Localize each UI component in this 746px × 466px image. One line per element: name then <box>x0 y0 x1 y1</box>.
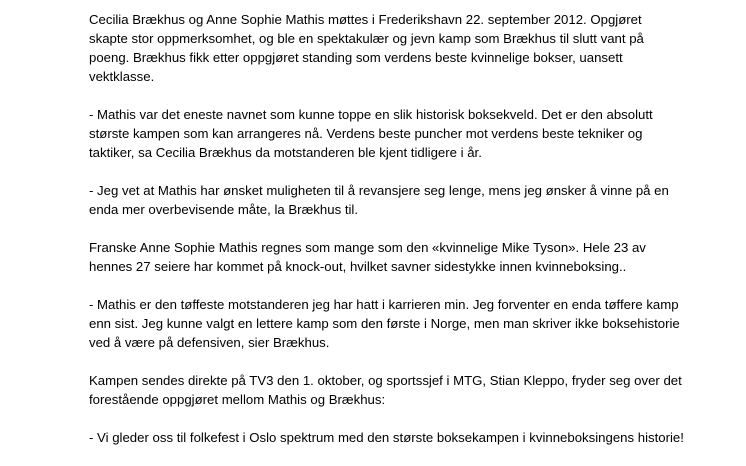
paragraph-quote-mathis-name <box>89 105 679 162</box>
text-line: forestående oppgjøret mellom Mathis og Brækhus: <box>89 392 386 407</box>
document-page <box>89 10 684 466</box>
text-line: Cecilia Brækhus og Anne Sophie Mathis møttes i Frederikshavn 22. september 2012. Opgjøret <box>89 12 642 27</box>
text-line: skapte stor oppmerksomhet, og ble en spektakulær og jevn kamp som Brækhus til slutt vant på <box>89 31 644 46</box>
paragraph-quote-toughest <box>89 295 679 352</box>
text-line: Franske Anne Sophie Mathis regnes som mange som den «kvinnelige Mike Tyson». Hele 23 av <box>89 240 646 255</box>
text-line: vektklasse. <box>89 69 155 84</box>
text-line: enn sist. Jeg kunne valgt en lettere kamp som den første i Norge, men man skriver ikke boksehistorie <box>89 316 680 331</box>
text-line: poeng. Brækhus fikk etter oppgjøret standing som verdens beste kvinnelige bokser, uansett <box>89 50 623 65</box>
text-line: - Jeg vet at Mathis har ønsket muligheten til å revansjere seg lenge, mens jeg ønsker å vinne på en <box>89 183 669 198</box>
text-line: ved å være på defensiven, sier Brækhus. <box>89 335 330 350</box>
text-line: - Mathis var det eneste navnet som kunne toppe en slik historisk boksekveld. Det er den absolutt <box>89 107 653 122</box>
paragraph-broadcast <box>89 371 682 409</box>
paragraph-quote-revansje <box>89 181 679 219</box>
text-line: største kampen som kan arrangeres nå. Verdens beste puncher mot verdens beste tekniker og <box>89 126 643 141</box>
text-line: enda mer overbevisende måte, la Brækhus til. <box>89 202 359 217</box>
text-line: - Mathis er den tøffeste motstanderen jeg har hatt i karrieren min. Jeg forventer en enda tøffere kamp <box>89 297 679 312</box>
text-line: taktiker, sa Cecilia Brækhus da motstanderen ble kjent tidligere i år. <box>89 145 482 160</box>
text-line: hennes 27 seiere har kommet på knock-out, hvilket savner sidestykke innen kvinneboksing.. <box>89 259 627 274</box>
paragraph-mathis-profile <box>89 238 679 276</box>
paragraph-quote-folkefest <box>89 428 684 447</box>
text-line: Kampen sendes direkte på TV3 den 1. oktober, og sportssjef i MTG, Stian Kleppo, fryder seg over det <box>89 373 682 388</box>
text-line: - Vi gleder oss til folkefest i Oslo spektrum med den største boksekampen i kvinneboksingens historie! <box>89 430 684 445</box>
paragraph-intro <box>89 10 679 86</box>
